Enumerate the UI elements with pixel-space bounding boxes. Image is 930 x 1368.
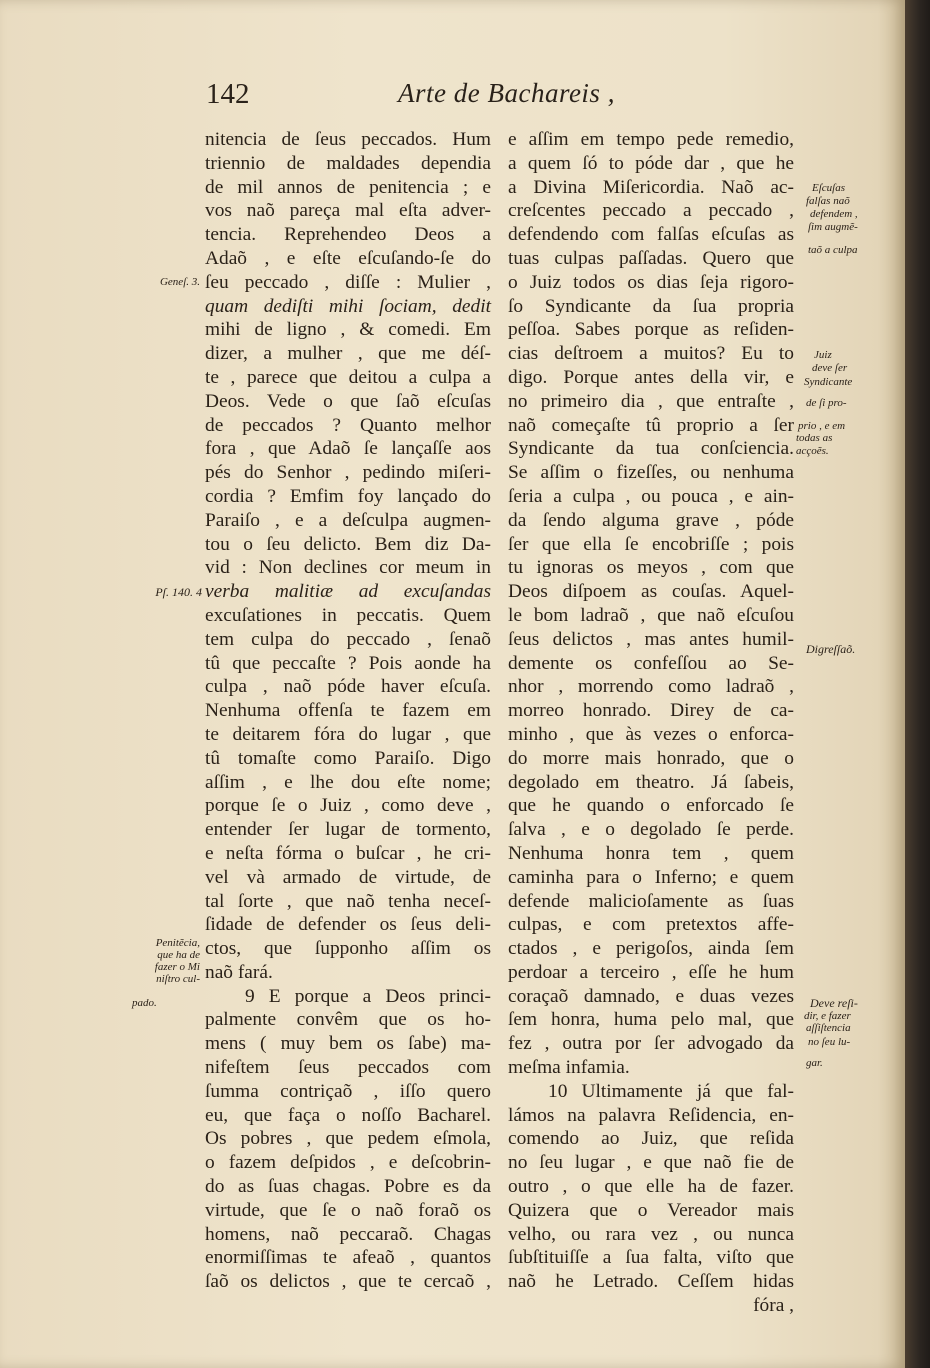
margin-note-escusas-5: taõ a culpa — [808, 244, 858, 256]
text-line: le bom ladraõ , que naõ eſcuſou — [508, 604, 794, 626]
text-line: entender ſer lugar de tormento, — [205, 819, 491, 841]
text-line: ſidade de defender os ſeus deli- — [205, 914, 491, 936]
text-line: Os pobres , que pedem eſmola, — [205, 1128, 491, 1150]
text-line: ſo Syndicante da ſua propria — [508, 295, 794, 317]
text-line: Deos. Vede o que ſaõ eſcuſas — [205, 390, 491, 412]
text-line: cias deſtroem a muitos? Eu to — [508, 343, 794, 365]
text-line: ſubſtituiſſe a ſua falta, viſto que — [508, 1247, 794, 1269]
text-line: tal ſorte , que naõ tenha neceſ- — [205, 890, 491, 912]
text-line: tuas culpas paſſadas. Quero que — [508, 247, 794, 269]
text-line: homens, naõ peccaraõ. Chagas — [205, 1223, 491, 1245]
paragraph-10-start: 10 Ultimamente já que fal- — [548, 1080, 794, 1102]
text-line: digo. Porque antes della vir, e — [508, 366, 794, 388]
text-line: enormiſſimas te afeaõ , quantos — [205, 1247, 491, 1269]
text-line: tencia. Reprehendeo Deos a — [205, 224, 491, 246]
margin-note-penitencia-5: pado. — [132, 997, 157, 1009]
right-text-column — [508, 128, 794, 1318]
text-line: defende malicioſamente as ſuas — [508, 890, 794, 912]
text-line: nifeſtem ſeus peccados com — [205, 1057, 491, 1079]
text-line: Nenhuma offenſa te fazem em — [205, 700, 491, 722]
margin-note-digressao: Digreſſaõ. — [806, 642, 856, 656]
margin-note-escusas-4: ſim augmẽ- — [808, 221, 858, 233]
text-line: de mil annos de penitencia ; e — [205, 176, 491, 198]
margin-note-penitencia-2: que ha de — [157, 949, 200, 961]
left-text-column — [205, 128, 491, 1294]
text-line: do morre mais honrado, que o — [508, 747, 794, 769]
text-line: Se aſſim o fizeſſes, ou nenhuma — [508, 462, 794, 484]
text-line: Nenhuma honra tem , quem — [508, 842, 794, 864]
text-line: outro , o que elle ha de fazer. — [508, 1176, 794, 1198]
text-line: eu, que faça o noſſo Bacharel. — [205, 1104, 491, 1126]
text-line: perdoar a terceiro , eſſe he hum — [508, 961, 794, 983]
text-line: Syndicante da tua conſciencia. — [508, 438, 794, 460]
text-line: ſeu peccado , diſſe : Mulier , — [205, 271, 491, 293]
margin-note-residir-5: gar. — [806, 1057, 823, 1069]
text-line: naõ começaſte tû proprio a ſer — [508, 414, 794, 436]
text-line: naõ fará. — [205, 961, 273, 983]
text-line: virtude, que ſe o naõ foraõ os — [205, 1199, 491, 1221]
text-line: te , parece que deitou a culpa a — [205, 366, 491, 388]
text-line: defendendo com falſas eſcuſas as — [508, 224, 794, 246]
margin-note-residir-1: Deve reſi- — [810, 996, 858, 1010]
text-line: meſma infamia. — [508, 1057, 630, 1079]
text-line: morreo honrado. Direy de ca- — [508, 700, 794, 722]
text-line: quam dediſti mihi ſociam, dedit — [205, 295, 491, 317]
margin-note-residir-3: aſſiſtencia — [806, 1022, 851, 1034]
margin-note-penitencia-1: Penitẽcia, — [155, 937, 200, 949]
catchword: fóra , — [753, 1295, 794, 1317]
text-line: a Divina Miſericordia. Naõ ac- — [508, 176, 794, 198]
text-line: ſumma contriçaõ , iſſo quero — [205, 1080, 491, 1102]
text-line: fora , que Adaõ ſe lançaſſe aos — [205, 438, 491, 460]
page-header — [0, 74, 905, 114]
text-line: vel và armado de virtude, de — [205, 866, 491, 888]
text-line: de peccados ? Quanto melhor — [205, 414, 491, 436]
text-line: culpa , naõ póde haver eſcuſa. — [205, 676, 491, 698]
text-line: verba malitiæ ad excuſandas — [205, 581, 491, 603]
text-line: coraçaõ damnado, e duas vezes — [508, 985, 794, 1007]
margin-note-genesis: Geneſ. 3. — [159, 276, 200, 288]
text-line: ſalva , e o degolado ſe perde. — [508, 819, 794, 841]
margin-note-juiz-5: prio , e em — [798, 420, 846, 432]
text-line: tem culpa do peccado , ſenaõ — [205, 628, 491, 650]
text-line: Adaõ , e eſte eſcuſando-ſe do — [205, 247, 491, 269]
margin-note-escusas-1: Eſcuſas — [812, 182, 845, 194]
margin-note-escusas-3: defendem , — [810, 208, 858, 220]
margin-note-residir-2: dir, e fazer — [804, 1010, 851, 1022]
text-line: tû que peccaſte ? Pois aonde ha — [205, 652, 491, 674]
text-line: ſem honra, huma pelo mal, que — [508, 1009, 794, 1031]
text-line: a quem ſó to póde dar , que he — [508, 152, 794, 174]
text-line: ſeria a culpa , ou pouca , e ain- — [508, 485, 794, 507]
text-line: o fazem deſpidos , e deſcobrin- — [205, 1152, 491, 1174]
running-head: Arte de Bachareis , — [398, 78, 615, 108]
text-line: caminha para o Inferno; e quem — [508, 866, 794, 888]
paragraph-9-start: 9 E porque a Deos princi- — [245, 985, 491, 1007]
text-line: pés do Senhor , pedindo miſeri- — [205, 462, 491, 484]
margin-note-psalm: Pſ. 140. 4 — [155, 585, 202, 599]
text-line: cordia ? Emfim foy lançado do — [205, 485, 491, 507]
text-line: comendo ao Juiz, que reſida — [508, 1128, 794, 1150]
text-line: degolado em theatro. Já ſabeis, — [508, 771, 794, 793]
text-line: te deitarem fóra do lugar , que — [205, 723, 491, 745]
text-line: Deos diſpoem as couſas. Aquel- — [508, 581, 794, 603]
text-line: creſcentes peccado a peccado , — [508, 200, 794, 222]
text-line: tou o ſeu delicto. Bem diz Da- — [205, 533, 491, 555]
text-line: vos naõ pareça mal eſta adver- — [205, 200, 491, 222]
text-line: ctados , e perigoſos, ainda ſem — [508, 938, 794, 960]
margin-note-juiz-1: Juiz — [814, 349, 832, 361]
text-line: demente os confeſſou ao Se- — [508, 652, 794, 674]
text-line: do as ſuas chagas. Pobre es da — [205, 1176, 491, 1198]
text-line: nitencia de ſeus peccados. Hum — [205, 129, 491, 150]
text-line: vid : Non declines cor meum in — [205, 557, 491, 579]
text-line: culpas, e com pretextos affe- — [508, 914, 794, 936]
text-line: da ſendo alguma grave , póde — [508, 509, 794, 531]
margin-note-juiz-6: todas as — [796, 432, 833, 444]
text-line: aſſim , e lhe dou eſte nome; — [205, 771, 491, 793]
text-line: e neſta fórma o buſcar , he cri- — [205, 842, 491, 864]
text-line: Quizera que o Vereador mais — [508, 1199, 794, 1221]
text-line: mens ( muy bem os ſabe) ma- — [205, 1033, 491, 1055]
text-line: nhor , morrendo como ladraõ , — [508, 676, 794, 698]
text-line: tû tomaſte como Paraiſo. Digo — [205, 747, 491, 769]
margin-note-juiz-4: de ſi pro- — [806, 397, 847, 409]
text-line: que he quando o enforcado ſe — [508, 795, 794, 817]
text-line: e aſſim em tempo pede remedio, — [508, 129, 794, 150]
margin-note-penitencia-4: niſtro cul- — [156, 973, 200, 985]
margin-note-juiz-3: Syndicante — [804, 376, 853, 388]
text-line: excuſationes in peccatis. Quem — [205, 604, 491, 626]
text-line: tu ignoras os meyos , com que — [508, 557, 794, 579]
text-line: minho , que às vezes o enforca- — [508, 723, 794, 745]
page-edge-shadow — [905, 0, 930, 1368]
text-line: ſer que ella ſe encobriſſe ; pois — [508, 533, 794, 555]
text-line: mihi de ligno , & comedi. Em — [205, 319, 491, 341]
margin-note-penitencia-3: fazer o Mi — [154, 961, 200, 973]
text-line: fez , outra por ſer advogado da — [508, 1033, 794, 1055]
text-line: lámos na palavra Reſidencia, en- — [508, 1104, 794, 1126]
text-line: ſaõ os delictos , que te cercaõ , — [205, 1271, 491, 1293]
text-line: triennio de maldades dependia — [205, 152, 491, 174]
text-line: o Juiz todos os dias ſeja rigoro- — [508, 271, 794, 293]
text-line: palmente convêm que os ho- — [205, 1009, 491, 1031]
margin-note-juiz-2: deve ſer — [812, 362, 848, 374]
text-line: ctos, que ſupponho aſſim os — [205, 938, 491, 960]
page-number: 142 — [206, 78, 250, 110]
margin-note-juiz-7: acçoẽs. — [796, 445, 829, 457]
margin-note-residir-4: no ſeu lu- — [808, 1036, 851, 1048]
text-line: dizer, a mulher , que me déſ- — [205, 343, 491, 365]
text-line: peſſoa. Sabes porque as reſiden- — [508, 319, 794, 341]
text-line: no ſeu lugar , e que naõ fie de — [508, 1152, 794, 1174]
text-line: Paraiſo , e a deſculpa augmen- — [205, 509, 491, 531]
text-line: velho, ou rara vez , ou nunca — [508, 1223, 794, 1245]
text-line: naõ he Letrado. Ceſſem hidas — [508, 1271, 794, 1293]
text-line: ſeus delictos , mas antes humil- — [508, 628, 794, 650]
text-line: porque ſe o Juiz , como deve , — [205, 795, 491, 817]
margin-note-escusas-2: falſas naõ — [806, 195, 850, 207]
text-line: no primeiro dia , que entraſte , — [508, 390, 794, 412]
